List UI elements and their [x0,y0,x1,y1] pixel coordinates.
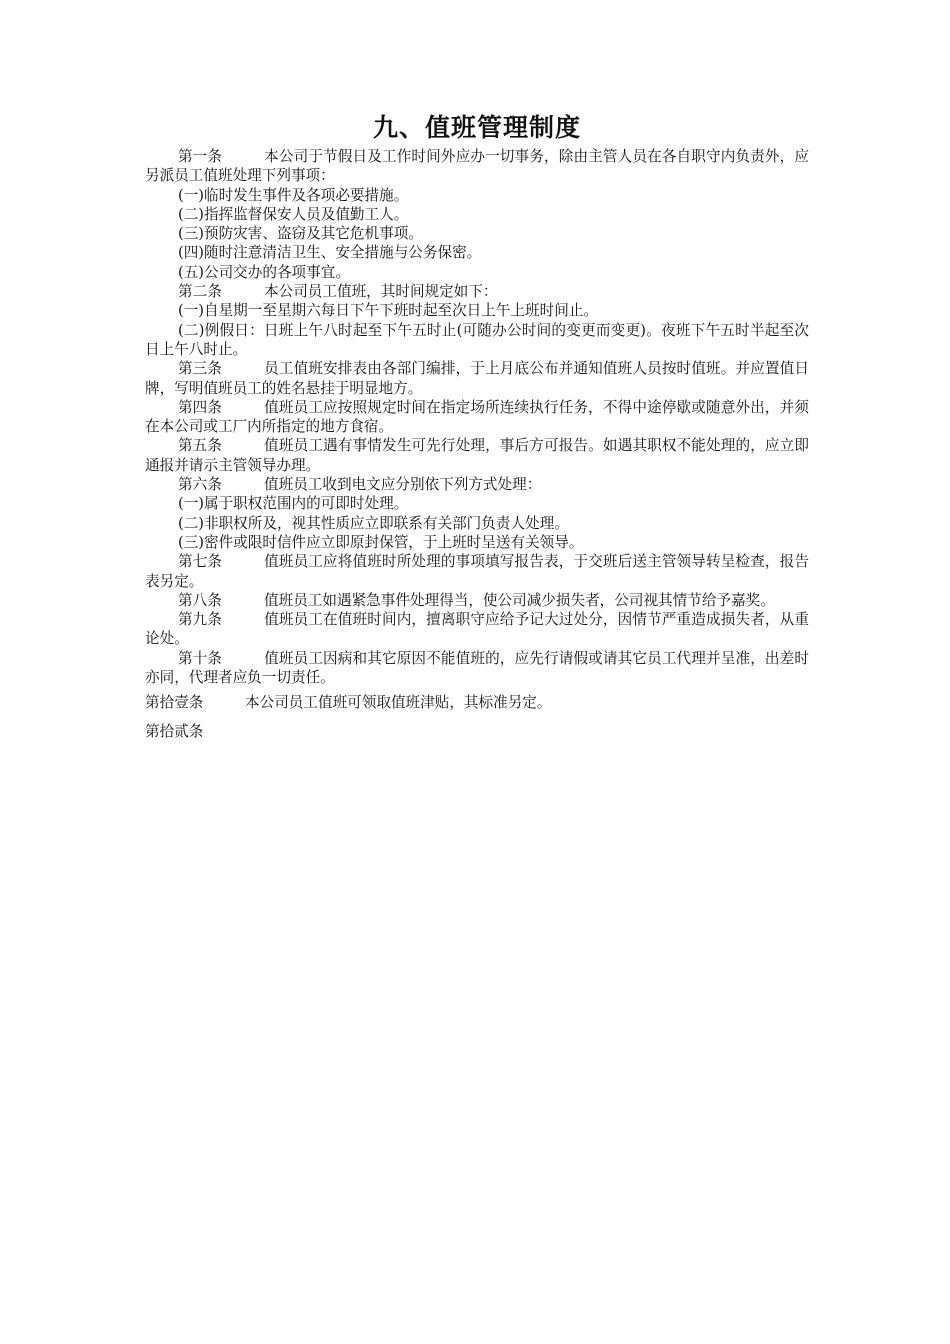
article-text: 员工值班安排表由各部门编排，于上月底公布并通知值班人员按时值班。并应置值日牌，写明值班员工的姓名悬挂于明显地方。 [145,360,809,397]
article-paragraph [145,282,809,301]
article-item: (三)密件或限时信件应立即原封保管，于上班时呈送有关领导。 [178,533,584,551]
article-text: 值班员工应按照规定时间在指定场所连续执行任务，不得中途停歇或随意外出，并须在本公司或工厂内所指定的地方食宿。 [145,398,809,436]
article-paragraph [145,359,809,398]
article-label: 第拾贰条 [145,722,204,740]
article-paragraph [145,398,809,437]
article-label: 第三条 [178,360,222,378]
article-paragraph [145,610,809,649]
article-item: (一)属于职权范围内的可即时处理。 [178,495,409,513]
extra-article-list [145,693,809,741]
article-text: 值班员工因病和其它原因不能值班的，应先行请假或请其它员工代理并呈准，出差时亦同，代理者应负一切责任。 [145,649,809,687]
article-label: 第五条 [178,437,222,455]
article-label: 第八条 [178,591,222,609]
article-item: (四)随时注意清洁卫生、安全措施与公务保密。 [178,244,482,262]
article-label: 第一条 [178,148,222,165]
article-item: (一)自星期一至星期六每日下午下班时起至次日上午上班时间止。 [178,302,599,320]
article-paragraph [145,475,809,494]
article-label: 第九条 [178,611,222,629]
article-text: 值班员工在值班时间内，擅离职守应给予记大过处分，因情节严重造成损失者，从重论处。 [145,611,809,648]
article-item: (二)例假日：日班上午八时起至下午五时止(可随办公时间的变更而变更)。夜班下午五时半起至次日上午八时止。 [145,321,809,358]
article-text: 值班员工遇有事情发生可先行处理，事后方可报告。如遇其职权不能处理的，应立即通报并请示主管领导办理。 [145,437,809,474]
article-paragraph [145,649,809,688]
article-text: 本公司员工值班可领取值班津贴，其标准另定。 [245,694,552,712]
extra-article-paragraph [145,722,809,741]
article-item: (三)预防灾害、盗窃及其它危机事项。 [178,225,423,243]
article-text: 值班员工如遇紧急事件处理得当，使公司减少损失者，公司视其情节给予嘉奖。 [264,591,775,609]
document-page [145,112,809,741]
article-item: (一)临时发生事件及各项必要措施。 [178,186,409,204]
article-label: 第拾壹条 [145,694,204,712]
article-paragraph [145,552,809,591]
article-item: (二)指挥监督保安人员及值勤工人。 [178,205,409,223]
article-text: 值班员工收到电文应分别依下列方式处理： [264,476,542,494]
extra-article-paragraph [145,693,809,712]
article-label: 第七条 [178,553,222,571]
article-label: 第四条 [178,398,222,416]
article-paragraph [145,591,809,610]
article-list [145,147,809,687]
article-item: (二)非职权所及，视其性质应立即联系有关部门负责人处理。 [178,514,569,532]
article-text: 本公司员工值班，其时间规定如下： [264,283,498,301]
article-text: 本公司于节假日及工作时间外应办一切事务，除由主管人员在各自职守内负责外，应另派员工值班处理下列事项： [145,148,809,185]
article-paragraph [145,436,809,475]
document-title: 九、值班管理制度 [372,113,581,142]
article-label: 第二条 [178,283,222,301]
article-paragraph [145,147,809,186]
article-label: 第六条 [178,476,222,494]
article-item: (五)公司交办的各项事宜。 [178,263,350,281]
article-label: 第十条 [178,649,222,667]
article-text: 值班员工应将值班时所处理的事项填写报告表，于交班后送主管领导转呈检查，报告表另定。 [145,553,809,590]
